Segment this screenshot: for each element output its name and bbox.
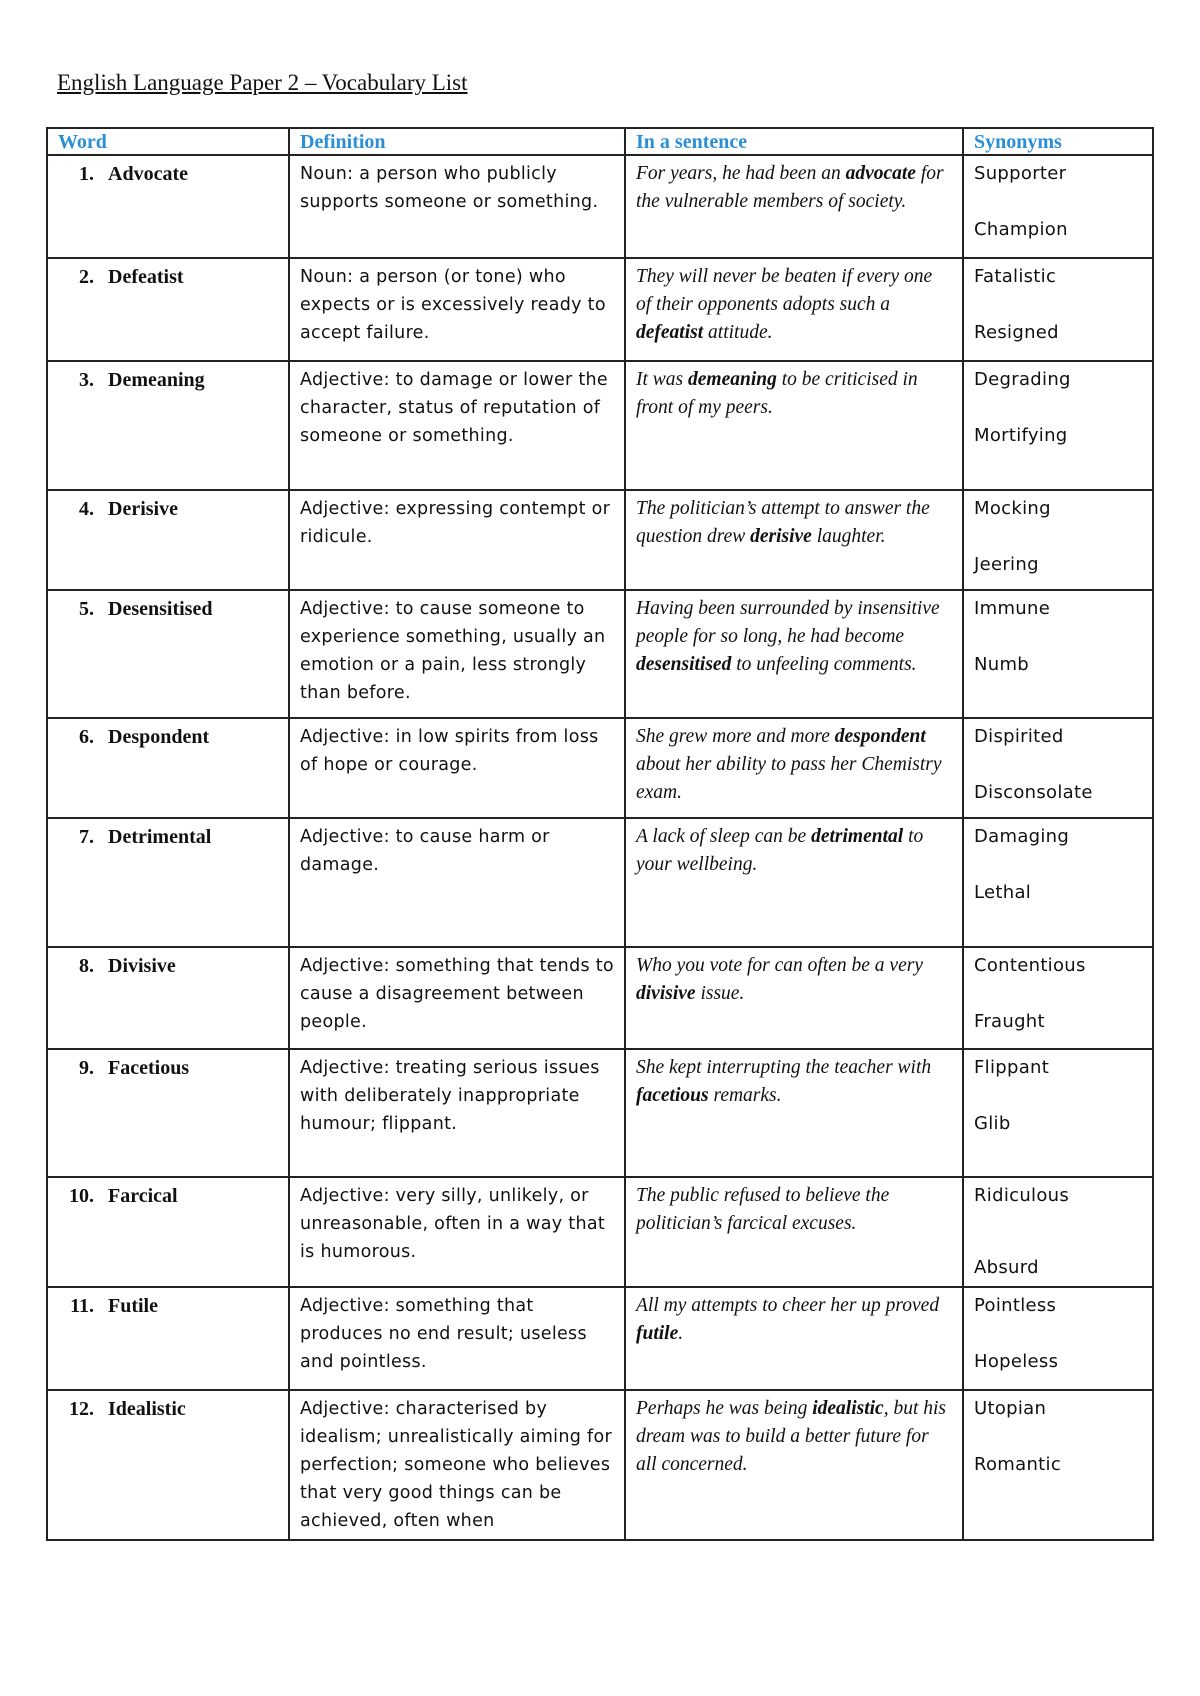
word-term: Facetious [108,1057,190,1079]
definition-cell: Adjective: in low spirits from loss of hope or courage. [289,718,625,818]
synonym: Absurd [974,1257,1039,1278]
sentence-text-before: All my attempts to cheer her up proved [636,1295,940,1316]
sentence-text-after: about her ability to pass her Chemistry exam. [636,754,942,803]
word-term: Divisive [108,955,176,977]
sentence-cell [625,590,963,718]
table-row [47,947,1153,1049]
word-number: 1. [79,163,94,185]
word-number: 8. [79,955,94,977]
synonym: Contentious [974,955,1086,976]
table-header-row [47,128,1153,155]
table-row [47,490,1153,590]
synonym: Dispirited [974,726,1064,747]
synonym: Ridiculous [974,1185,1070,1206]
word-cell [47,490,289,590]
synonyms-cell [963,947,1153,1049]
synonym: Mocking [974,498,1051,519]
sentence-keyword: divisive [636,983,696,1004]
sentence-text-after: remarks. [708,1085,782,1106]
definition-cell: Adjective: something that tends to cause a disagreement between people. [289,947,625,1049]
word-number: 5. [79,598,94,620]
word-number: 6. [79,726,94,748]
table-row [47,1177,1153,1287]
word-number: 11. [70,1295,94,1317]
word-number: 10. [69,1185,94,1207]
sentence-text-before: Having been surrounded by insensitive people for so long, he had become [636,598,940,647]
synonym: Mortifying [974,425,1068,446]
sentence-text-before: Perhaps he was being [636,1398,813,1419]
synonym: Fatalistic [974,266,1057,287]
synonym: Jeering [974,554,1039,575]
sentence-keyword: detrimental [811,826,904,847]
word-term: Demeaning [108,369,205,391]
definition-cell: Adjective: to damage or lower the character, status of reputation of someone or something. [289,361,625,490]
sentence-keyword: despondent [834,726,926,747]
sentence-keyword: advocate [845,163,916,184]
sentence-text-after: laughter. [811,526,886,547]
sentence-cell [625,1390,963,1540]
sentence-cell [625,361,963,490]
header-definition: Definition [289,128,625,155]
word-term: Desensitised [108,598,213,620]
synonyms-cell [963,1390,1153,1540]
word-number: 3. [79,369,94,391]
word-term: Advocate [108,163,188,185]
word-cell [47,947,289,1049]
table-row [47,1390,1153,1540]
definition-cell: Adjective: expressing contempt or ridicule. [289,490,625,590]
sentence-text-before: The public refused to believe the politician’s farcical excuses. [636,1185,890,1234]
page-title: English Language Paper 2 – Vocabulary List [57,70,468,95]
word-term: Farcical [108,1185,178,1207]
word-cell [47,258,289,361]
table-row [47,258,1153,361]
synonym: Flippant [974,1057,1050,1078]
synonyms-cell [963,258,1153,361]
sentence-keyword: idealistic [812,1398,884,1419]
sentence-cell [625,1049,963,1177]
word-term: Idealistic [108,1398,186,1420]
sentence-text-after: to your wellbeing. [636,826,924,875]
sentence-text-after: to unfeeling comments. [731,654,917,675]
sentence-text-before: It was [636,369,689,390]
sentence-cell [625,258,963,361]
sentence-text-before: They will never be beaten if every one of their opponents adopts such a [636,266,933,315]
synonym: Numb [974,654,1030,675]
synonyms-cell [963,361,1153,490]
sentence-text-after: for the vulnerable members of society. [636,163,944,212]
synonyms-cell [963,155,1153,258]
sentence-keyword: futile [636,1323,679,1344]
sentence-cell [625,1177,963,1287]
sentence-keyword: demeaning [688,369,777,390]
word-cell [47,361,289,490]
word-cell [47,1049,289,1177]
synonym: Damaging [974,826,1070,847]
sentence-cell [625,490,963,590]
sentence-text-before: For years, he had been an [636,163,846,184]
header-word: Word [47,128,289,155]
table-row [47,361,1153,490]
word-term: Futile [108,1295,158,1317]
word-cell [47,590,289,718]
synonym: Champion [974,219,1068,240]
synonym: Disconsolate [974,782,1093,803]
word-term: Derisive [108,498,178,520]
table-row [47,718,1153,818]
synonyms-cell [963,718,1153,818]
synonym: Resigned [974,322,1059,343]
synonym: Utopian [974,1398,1047,1419]
synonyms-cell [963,1287,1153,1390]
table-row [47,1049,1153,1177]
sentence-text-before: She kept interrupting the teacher with [636,1057,932,1078]
header-sentence: In a sentence [625,128,963,155]
word-cell [47,155,289,258]
table-row [47,1287,1153,1390]
sentence-keyword: facetious [636,1085,709,1106]
word-number: 7. [79,826,94,848]
sentence-cell [625,818,963,947]
definition-cell: Adjective: characterised by idealism; unrealistically aiming for perfection; someone who believes that very good things can be achieved, often when [289,1390,625,1540]
synonyms-cell [963,490,1153,590]
table-row [47,590,1153,718]
word-cell [47,718,289,818]
sentence-text-after: , but his dream was to build a better future for all concerned. [636,1398,947,1475]
word-term: Defeatist [108,266,184,288]
sentence-text-after: attitude. [703,322,773,343]
word-cell [47,1390,289,1540]
word-number: 2. [79,266,94,288]
word-cell [47,1287,289,1390]
sentence-keyword: defeatist [636,322,704,343]
sentence-keyword: derisive [750,526,812,547]
synonyms-cell [963,1049,1153,1177]
synonym: Lethal [974,882,1032,903]
sentence-keyword: desensitised [636,654,732,675]
sentence-text-after: to be criticised in front of my peers. [636,369,918,418]
definition-cell: Adjective: to cause someone to experience something, usually an emotion or a pain, less strongly than before. [289,590,625,718]
synonyms-cell [963,818,1153,947]
definition-cell: Adjective: very silly, unlikely, or unreasonable, often in a way that is humorous. [289,1177,625,1287]
word-term: Despondent [108,726,210,748]
word-number: 12. [69,1398,94,1420]
sentence-text-before: A lack of sleep can be [636,826,812,847]
synonym: Glib [974,1113,1011,1134]
definition-cell: Noun: a person (or tone) who expects or is excessively ready to accept failure. [289,258,625,361]
word-cell [47,1177,289,1287]
vocabulary-table [46,127,1154,1541]
sentence-text-after: issue. [695,983,745,1004]
definition-cell: Noun: a person who publicly supports someone or something. [289,155,625,258]
synonym: Pointless [974,1295,1057,1316]
sentence-cell [625,155,963,258]
synonym: Degrading [974,369,1071,390]
sentence-cell [625,947,963,1049]
synonyms-cell [963,590,1153,718]
header-synonyms: Synonyms [963,128,1153,155]
word-number: 4. [79,498,94,520]
synonym: Fraught [974,1011,1045,1032]
sentence-text-before: The politician’s attempt to answer the question drew [636,498,930,547]
definition-cell: Adjective: to cause harm or damage. [289,818,625,947]
word-number: 9. [79,1057,94,1079]
synonym: Hopeless [974,1351,1059,1372]
sentence-text-after: . [678,1323,684,1344]
synonym: Supporter [974,163,1067,184]
synonym: Romantic [974,1454,1062,1475]
table-row [47,155,1153,258]
sentence-cell [625,718,963,818]
sentence-text-before: She grew more and more [636,726,835,747]
synonym: Immune [974,598,1051,619]
sentence-text-before: Who you vote for can often be a very [636,955,923,976]
sentence-cell [625,1287,963,1390]
definition-cell: Adjective: something that produces no end result; useless and pointless. [289,1287,625,1390]
definition-cell: Adjective: treating serious issues with deliberately inappropriate humour; flippant. [289,1049,625,1177]
word-term: Detrimental [108,826,212,848]
word-cell [47,818,289,947]
synonyms-cell [963,1177,1153,1287]
table-row [47,818,1153,947]
